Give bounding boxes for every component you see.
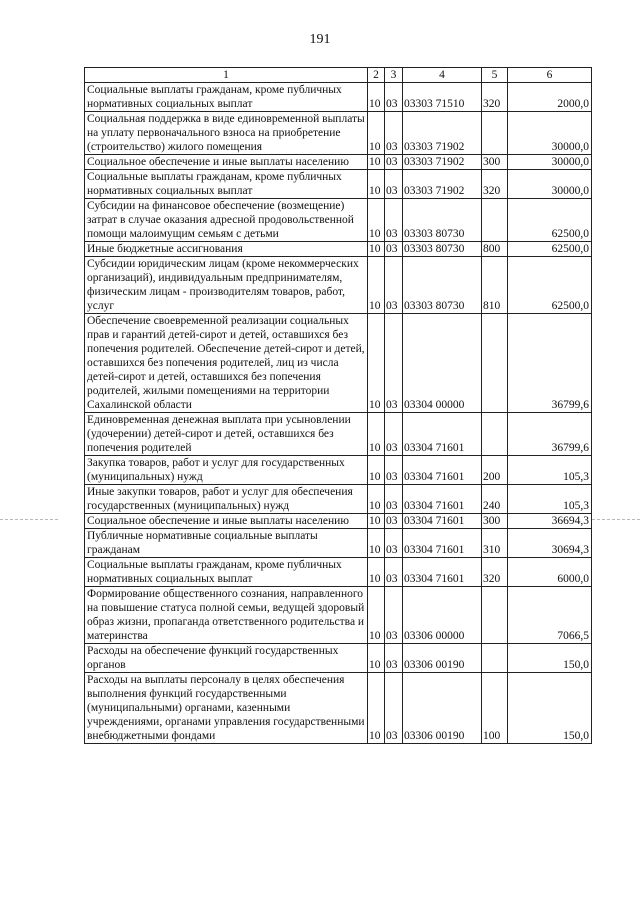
table-row [85,242,592,257]
subsection-cell: 03 [385,558,403,587]
row-name-cell: Закупка товаров, работ и услуг для государственных (муниципальных) нужд [85,456,368,485]
subsection-cell: 03 [385,456,403,485]
subsection-cell: 03 [385,170,403,199]
table-row [85,257,592,314]
target-article-cell: 03306 00190 [403,673,482,744]
table-row [85,112,592,155]
section-cell: 10 [368,314,385,413]
expense-type-cell: 200 [482,456,508,485]
section-cell: 10 [368,155,385,170]
header-col-3: 3 [385,68,403,83]
table-row [85,456,592,485]
page-number: 191 [309,32,331,47]
table-row [85,155,592,170]
expense-type-cell: 300 [482,514,508,529]
amount-cell: 36694,3 [508,514,592,529]
target-article-cell: 03304 71601 [403,558,482,587]
subsection-cell: 03 [385,242,403,257]
row-name-cell: Иные бюджетные ассигнования [85,242,368,257]
row-name-cell: Расходы на выплаты персоналу в целях обеспечения выполнения функций государственными (муниципальными) органами, казенными учреждениями, органами управления государственными внебюджетными фондами [85,673,368,744]
expense-type-cell [482,314,508,413]
subsection-cell: 03 [385,199,403,242]
row-name-cell: Обеспечение своевременной реализации социальных прав и гарантий детей-сирот и детей, оставшихся без попечения родителей. Обеспечение детей-сирот и детей, оставшихся без попечения родителей, лиц из числа детей-сирот и детей, оставшихся без попечения родителей, жилыми помещениями на территории Сахалинской области [85,314,368,413]
subsection-cell: 03 [385,83,403,112]
amount-cell: 36799,6 [508,413,592,456]
amount-cell: 7066,5 [508,587,592,644]
row-name-cell: Субсидии на финансовое обеспечение (возмещение) затрат в случае оказания адресной продовольственной помощи малоимущим семьям с детьми [85,199,368,242]
section-cell: 10 [368,529,385,558]
section-cell: 10 [368,485,385,514]
table-row [85,485,592,514]
section-cell: 10 [368,673,385,744]
target-article-cell: 03304 71601 [403,529,482,558]
amount-cell: 150,0 [508,644,592,673]
subsection-cell: 03 [385,514,403,529]
table-row [85,314,592,413]
subsection-cell: 03 [385,529,403,558]
subsection-cell: 03 [385,314,403,413]
section-cell: 10 [368,413,385,456]
section-cell: 10 [368,112,385,155]
row-name-cell: Социальное обеспечение и иные выплаты населению [85,514,368,529]
amount-cell: 36799,6 [508,314,592,413]
section-cell: 10 [368,587,385,644]
target-article-cell: 03306 00190 [403,644,482,673]
header-col-6: 6 [508,68,592,83]
amount-cell: 62500,0 [508,242,592,257]
subsection-cell: 03 [385,485,403,514]
amount-cell: 6000,0 [508,558,592,587]
table-row [85,529,592,558]
amount-cell: 105,3 [508,485,592,514]
table-header-row [85,68,592,83]
amount-cell: 30000,0 [508,170,592,199]
target-article-cell: 03303 80730 [403,257,482,314]
table-row [85,673,592,744]
section-cell: 10 [368,514,385,529]
subsection-cell: 03 [385,155,403,170]
table-row [85,587,592,644]
expense-type-cell: 810 [482,257,508,314]
header-col-1: 1 [85,68,368,83]
target-article-cell: 03304 71601 [403,485,482,514]
target-article-cell: 03303 80730 [403,199,482,242]
row-name-cell: Социальная поддержка в виде единовременной выплаты на уплату первоначального взноса на приобретение (строительство) жилого помещения [85,112,368,155]
expense-type-cell [482,413,508,456]
target-article-cell: 03304 00000 [403,314,482,413]
amount-cell: 2000,0 [508,83,592,112]
header-col-4: 4 [403,68,482,83]
target-article-cell: 03303 71902 [403,170,482,199]
amount-cell: 30694,3 [508,529,592,558]
expense-type-cell: 320 [482,558,508,587]
target-article-cell: 03303 80730 [403,242,482,257]
target-article-cell: 03306 00000 [403,587,482,644]
row-name-cell: Социальные выплаты гражданам, кроме публичных нормативных социальных выплат [85,558,368,587]
table-row [85,170,592,199]
expense-type-cell: 310 [482,529,508,558]
expense-type-cell: 240 [482,485,508,514]
row-name-cell: Единовременная денежная выплата при усыновлении (удочерении) детей-сирот и детей, оставшихся без попечения родителей [85,413,368,456]
section-cell: 10 [368,83,385,112]
section-cell: 10 [368,456,385,485]
section-cell: 10 [368,558,385,587]
row-name-cell: Социальное обеспечение и иные выплаты населению [85,155,368,170]
row-name-cell: Субсидии юридическим лицам (кроме некоммерческих организаций), индивидуальным предпринимателям, физическим лицам - производителям товаров, работ, услуг [85,257,368,314]
table-row [85,558,592,587]
expense-type-cell [482,112,508,155]
table-row [85,413,592,456]
target-article-cell: 03303 71902 [403,112,482,155]
amount-cell: 30000,0 [508,155,592,170]
table-row [85,644,592,673]
target-article-cell: 03304 71601 [403,413,482,456]
section-cell: 10 [368,199,385,242]
row-name-cell: Социальные выплаты гражданам, кроме публичных нормативных социальных выплат [85,170,368,199]
expense-type-cell: 300 [482,155,508,170]
subsection-cell: 03 [385,644,403,673]
target-article-cell: 03304 71601 [403,456,482,485]
expense-type-cell: 800 [482,242,508,257]
header-col-5: 5 [482,68,508,83]
subsection-cell: 03 [385,673,403,744]
section-cell: 10 [368,644,385,673]
table-row [85,83,592,112]
subsection-cell: 03 [385,413,403,456]
header-col-2: 2 [368,68,385,83]
table-row [85,199,592,242]
amount-cell: 62500,0 [508,257,592,314]
amount-cell: 105,3 [508,456,592,485]
row-name-cell: Расходы на обеспечение функций государственных органов [85,644,368,673]
subsection-cell: 03 [385,257,403,314]
expense-type-cell [482,644,508,673]
subsection-cell: 03 [385,587,403,644]
target-article-cell: 03303 71902 [403,155,482,170]
table-row [85,514,592,529]
scan-artifact-line-right [592,519,640,520]
scan-artifact-line-left [0,519,58,520]
row-name-cell: Социальные выплаты гражданам, кроме публичных нормативных социальных выплат [85,83,368,112]
section-cell: 10 [368,242,385,257]
expense-type-cell: 320 [482,83,508,112]
amount-cell: 150,0 [508,673,592,744]
target-article-cell: 03303 71510 [403,83,482,112]
subsection-cell: 03 [385,112,403,155]
amount-cell: 30000,0 [508,112,592,155]
row-name-cell: Формирование общественного сознания, направленного на повышение статуса полной семьи, ведущей здоровый образ жизни, пропаганда ответственного родительства и материнства [85,587,368,644]
row-name-cell: Публичные нормативные социальные выплаты гражданам [85,529,368,558]
amount-cell: 62500,0 [508,199,592,242]
section-cell: 10 [368,170,385,199]
target-article-cell: 03304 71601 [403,514,482,529]
budget-table [84,67,592,744]
section-cell: 10 [368,257,385,314]
row-name-cell: Иные закупки товаров, работ и услуг для обеспечения государственных (муниципальных) нужд [85,485,368,514]
expense-type-cell: 320 [482,170,508,199]
expense-type-cell [482,587,508,644]
expense-type-cell [482,199,508,242]
expense-type-cell: 100 [482,673,508,744]
